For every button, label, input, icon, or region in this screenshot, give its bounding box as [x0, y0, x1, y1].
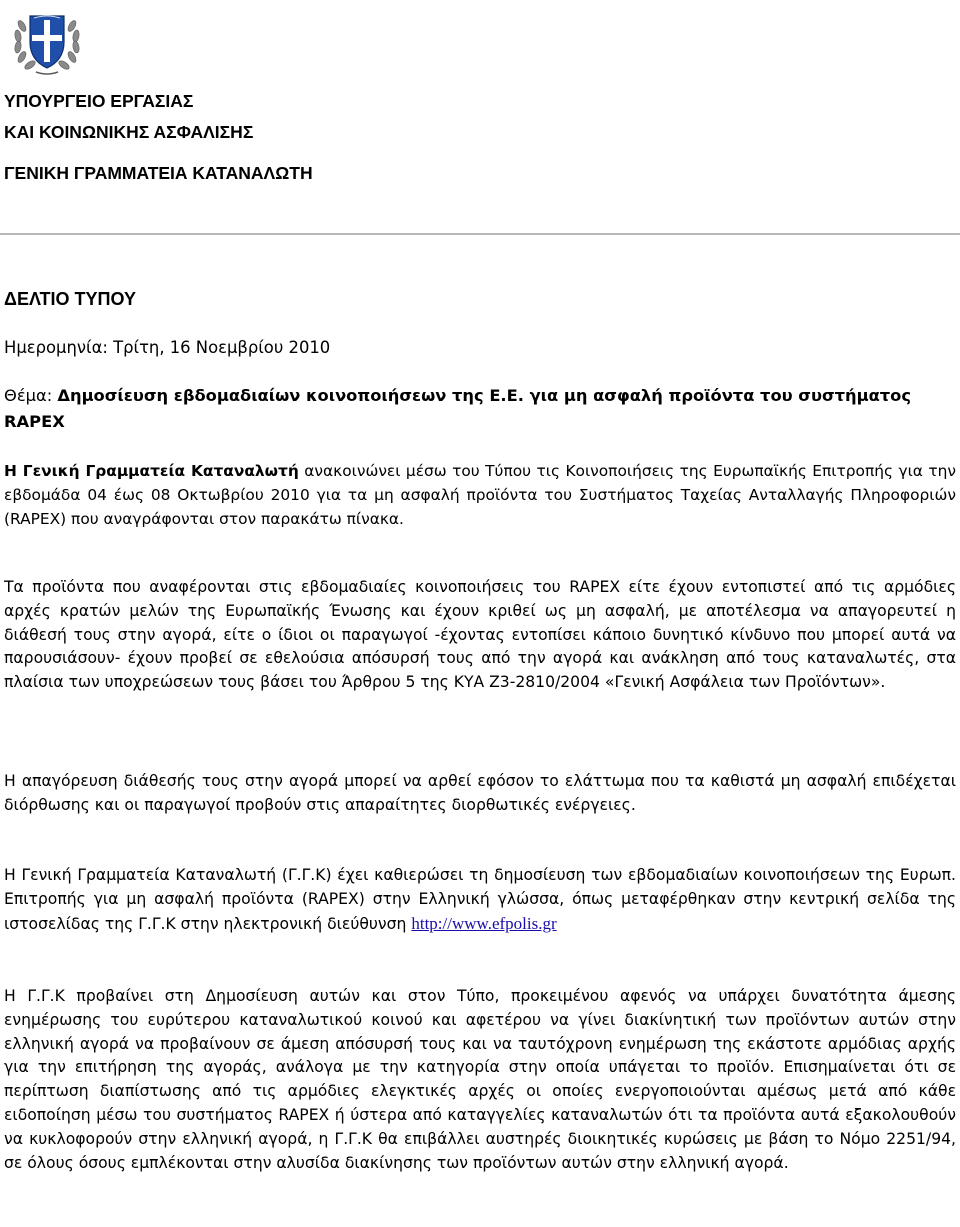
- secretariat-name: ΓΕΝΙΚΗ ΓΡΑΜΜΑΤΕΙΑ ΚΑΤΑΝΑΛΩΤΗ: [4, 163, 313, 183]
- paragraph-1-lead: Η Γενική Γραμματεία Καταναλωτή: [4, 462, 299, 480]
- paragraph-2: Τα προϊόντα που αναφέρονται στις εβδομαδιαίες κοινοποιήσεις του RAPEX είτε έχουν εντοπιστεί από τις αρμόδιες αρχές κρατών μελών της Ευρωπαϊκής Ένωσης και έχουν κριθεί ως μη ασφαλή, με αποτέλεσμα να απαγορευτεί η διάθεσή τους στην αγορά, είτε ο ίδιοι οι παραγωγοί -έχοντας εντοπίσει κάποιο δυνητικό κίνδυνο που μπορεί αυτά να παρουσιάσουν- έχουν προβεί σε εθελούσια απόσυρσή τους από την αγορά και ανάκληση από τους καταναλωτές, στα πλαίσια των υποχρεώσεων τους βάσει του Άρθρου 5 της ΚΥΑ Ζ3-2810/2004 «Γενική Ασφάλεια των Προϊόντων».: [4, 578, 956, 692]
- paragraph-1: [4, 460, 956, 531]
- paragraph-5: Η Γ.Γ.Κ προβαίνει στη Δημοσίευση αυτών και στον Τύπο, προκειμένου αφενός να υπάρχει δυνατότητα άμεσης ενημέρωσης του ευρύτερου καταναλωτικού κοινού και αφετέρου να γίνει διακίνητική των προϊόντων αυτών στην ελληνική αγορά να προβαίνουν σε άμεση απόσυρσή τους και να ταυτόχρονη ενημέρωση της εκάστοτε αρμόδιας αρχής για την επιτήρηση της αγοράς, ανάλογα με την κατηγορία στην οποία υπάγεται το προϊόν. Επισημαίνεται ότι σε περίπτωση διαπίστωσης από τις αρμόδιες ελεγκτικές αρχές οι οποίες ενεργοποιούνται αμέσως μετά από κάθε ειδοποίηση μέσω του συστήματος RAPEX ή ύστερα από καταγγελίες καταναλωτών ότι τα προϊόντα αυτά εξακολουθούν να κυκλοφορούν στην ελληνική αγορά, η Γ.Γ.Κ θα επιβάλλει αυστηρές διοικητικές κυρώσεις με βάση το Νόμο 2251/94, σε όλους όσους εμπλέκονται στην αλυσίδα διακίνησης των προϊόντων αυτών στην ελληνική αγορά.: [4, 987, 956, 1172]
- subject-label: Θέμα:: [4, 386, 53, 405]
- paragraph-1-rest: ανακοινώνει μέσω του Τύπου τις Κοινοποιήσεις της Ευρωπαϊκής Επιτροπής για την εβδομάδα 04 έως 08 Οκτωβρίου 2010 για τα μη ασφαλή προϊόντα του Συστήματος Ταχείας Ανταλλαγής Πληροφοριών (RAPEX) που αναγράφονται στον παρακάτω πίνακα.: [4, 462, 956, 528]
- paragraph-3: Η απαγόρευση διάθεσής τους στην αγορά μπορεί να αρθεί εφόσον το ελάττωμα που τα καθιστά μη ασφαλή επιδέχεται διόρθωσης και οι παραγωγοί προβούν στις απαραίτητες διορθωτικές ενέργειες.: [4, 772, 956, 814]
- subject-text: Δημοσίευση εβδομαδιαίων κοινοποιήσεων της Ε.Ε. για μη ασφαλή προϊόντα του συστήματος RAPEX: [4, 386, 912, 431]
- ministry-line-1: ΥΠΟΥΡΓΕΙΟ ΕΡΓΑΣΙΑΣ: [4, 91, 194, 111]
- greek-coat-of-arms-icon: [10, 4, 84, 78]
- ministry-name: [4, 86, 253, 148]
- press-release-title: ΔΕΛΤΙΟ ΤΥΠΟΥ: [4, 289, 136, 309]
- subject-line: [4, 383, 956, 435]
- efpolis-link[interactable]: http://www.efpolis.gr: [411, 913, 557, 933]
- release-date: Ημερομηνία: Τρίτη, 16 Νοεμβρίου 2010: [4, 338, 331, 357]
- ministry-line-2: ΚΑΙ ΚΟΙΝΩΝΙΚΗΣ ΑΣΦΑΛΙΣΗΣ: [4, 122, 254, 142]
- paragraph-4-text: Η Γενική Γραμματεία Καταναλωτή (Γ.Γ.Κ) έχει καθιερώσει τη δημοσίευση των εβδομαδιαίων κοινοποιήσεων της Ευρωπ. Επιτροπής για μη ασφαλή προϊόντα (RAPEX) στην Ελληνική γλώσσα, όπως μεταφέρθηκαν στην κεντρική σελίδα της ιστοσελίδας της Γ.Γ.Κ στην ηλεκτρονική διεύθυνση: [4, 866, 956, 933]
- paragraph-4: [4, 864, 956, 936]
- header-divider: [0, 233, 960, 235]
